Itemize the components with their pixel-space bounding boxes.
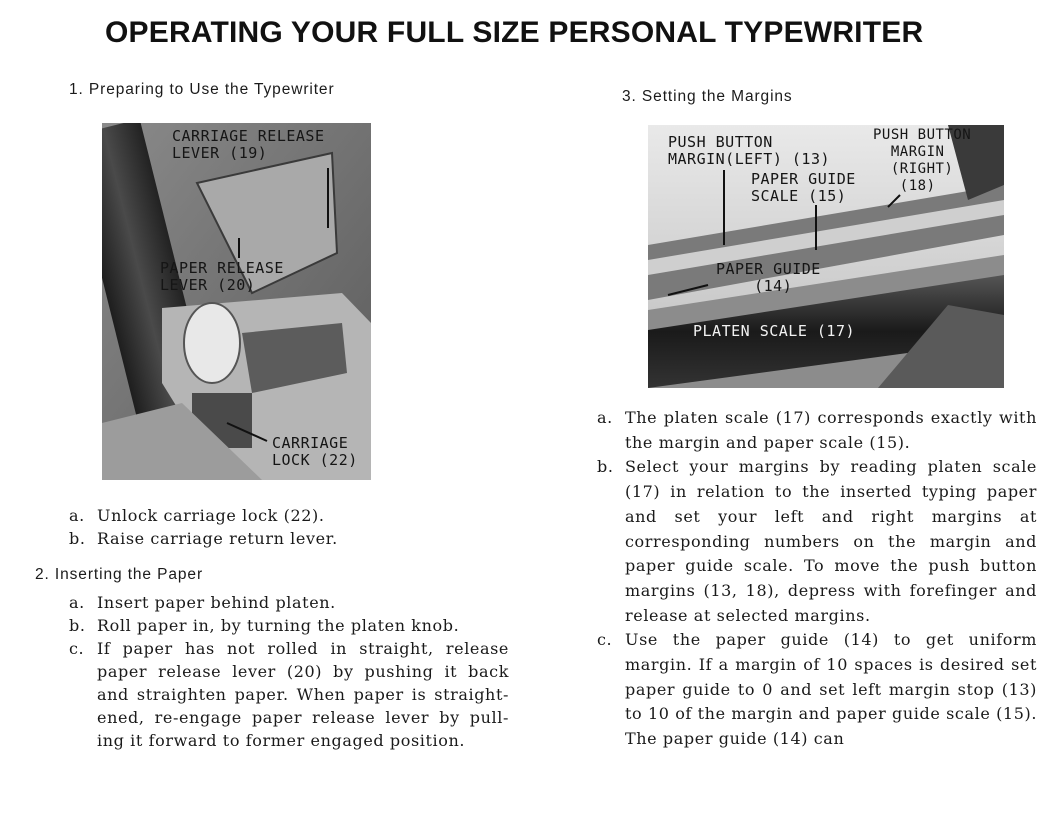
section-3-steps — [597, 406, 1037, 752]
list-item: b. Raise carriage return lever. — [69, 529, 338, 548]
list-item: a. Insert paper behind platen. — [69, 593, 336, 612]
list-item: c. Use the paper guide (14) to get uniform margin. If a margin of 10 spaces is desired set paper guide to 0 and set left margin stop (13) to 10 of the margin and paper guide scale (15). The paper guide (14) can — [597, 630, 1038, 749]
section-2-steps — [69, 591, 509, 752]
list-item: c. If paper has not rolled in straight, release paper release lever (20) by pushing it back and straighten paper. When paper is straight-ened, re-engage paper release lever by pull-ing it forward to former engaged position. — [69, 639, 509, 750]
paper-guide-label: PAPER GUIDE (14) — [716, 260, 821, 295]
carriage-release-label: CARRIAGE RELEASE LEVER (19) — [172, 127, 325, 162]
platen-scale-label: PLATEN SCALE (17) — [693, 322, 856, 340]
section-2-heading: 2. Inserting the Paper — [35, 566, 204, 583]
list-item: b. Roll paper in, by turning the platen knob. — [69, 616, 460, 635]
margins-photo — [648, 125, 1004, 388]
list-item: a. Unlock carriage lock (22). — [69, 506, 325, 525]
paper-release-label: PAPER RELEASE LEVER (20) — [160, 259, 284, 294]
list-item: a. The platen scale (17) corresponds exactly with the margin and paper scale (15). — [597, 408, 1037, 452]
margin-right-label: PUSH BUTTON MARGIN (RIGHT) (18) — [873, 127, 972, 194]
margin-left-label: PUSH BUTTON MARGIN(LEFT) (13) — [668, 133, 831, 168]
section-1-steps — [69, 504, 519, 550]
carriage-photo — [102, 123, 371, 480]
carriage-illustration — [102, 123, 371, 480]
page-title: OPERATING YOUR FULL SIZE PERSONAL TYPEWRITER — [105, 16, 924, 49]
paper-guide-scale-label: PAPER GUIDE SCALE (15) — [751, 170, 856, 205]
section-1-heading: 1. Preparing to Use the Typewriter — [69, 81, 335, 98]
list-item: b. Select your margins by reading platen scale (17) in relation to the inserted typing paper and set your left and right margins at corresponding numbers on the margin and paper guide scale. To move the push button margins (13, 18), depress with forefinger and release at selected margins. — [597, 457, 1037, 625]
carriage-lock-label: CARRIAGE LOCK (22) — [272, 434, 358, 469]
section-3-heading: 3. Setting the Margins — [622, 88, 793, 105]
